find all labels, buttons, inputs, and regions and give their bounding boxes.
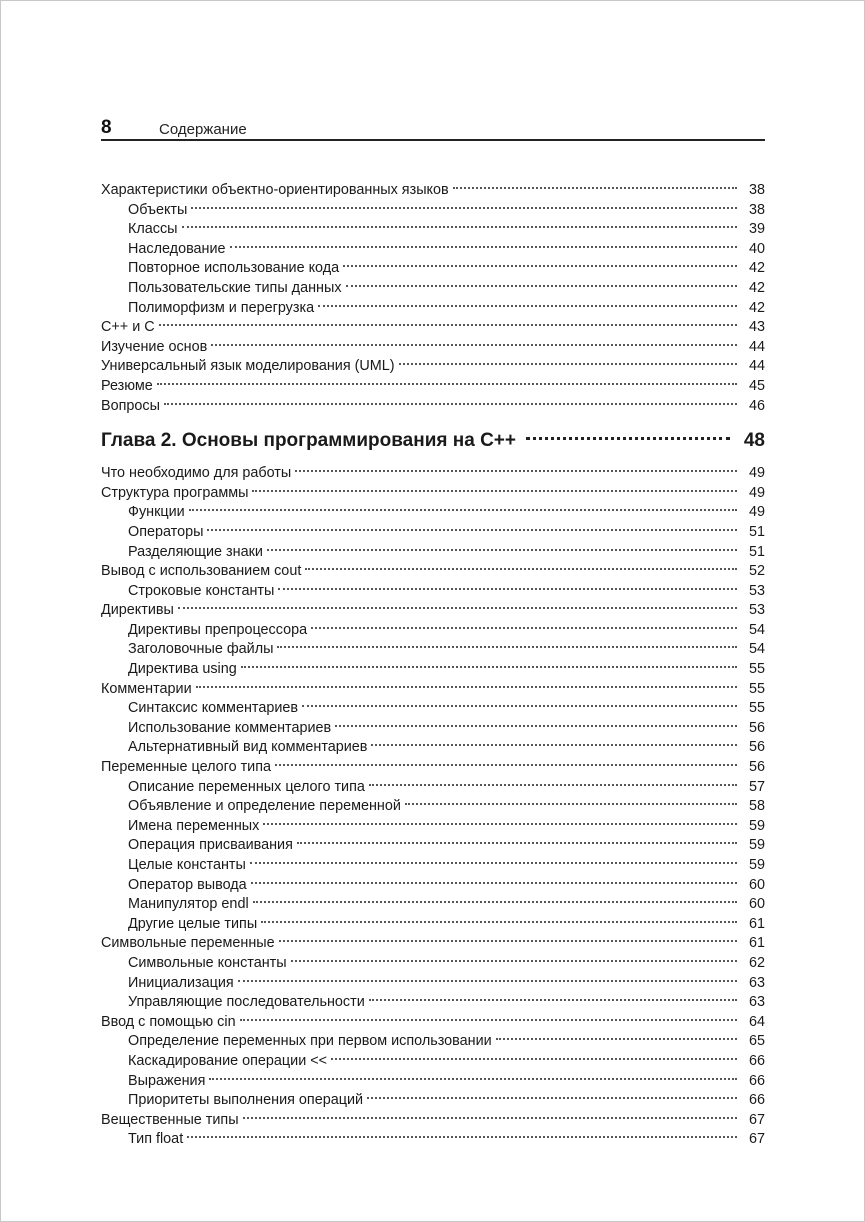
entry-title: Полиморфизм и перегрузка bbox=[128, 299, 315, 316]
dot-leader bbox=[250, 862, 737, 864]
toc-entry bbox=[101, 562, 765, 582]
entry-title: Переменные целого типа bbox=[101, 759, 272, 776]
entry-page: 54 bbox=[748, 621, 765, 638]
dot-leader bbox=[164, 403, 737, 405]
entry-title: Изучение основ bbox=[101, 338, 208, 355]
dot-leader bbox=[369, 999, 737, 1001]
entry-page: 49 bbox=[748, 504, 765, 521]
dot-leader bbox=[291, 960, 737, 962]
running-header bbox=[101, 113, 765, 141]
dot-leader bbox=[253, 901, 737, 903]
dot-leader bbox=[241, 666, 737, 668]
entry-page: 55 bbox=[748, 700, 765, 717]
dot-leader bbox=[157, 383, 737, 385]
entry-page: 65 bbox=[748, 1033, 765, 1050]
toc-entry bbox=[101, 484, 765, 504]
toc-subentry bbox=[101, 699, 765, 719]
toc-subentry bbox=[101, 279, 765, 299]
entry-title: Целые константы bbox=[128, 857, 246, 873]
dot-leader bbox=[238, 980, 737, 982]
entry-page: 42 bbox=[748, 279, 765, 296]
entry-page: 61 bbox=[748, 935, 765, 952]
entry-page: 63 bbox=[748, 994, 765, 1011]
dot-leader bbox=[318, 305, 737, 307]
toc-entry bbox=[101, 1013, 765, 1033]
dot-leader bbox=[209, 1078, 737, 1080]
toc-subentry bbox=[101, 974, 765, 994]
entry-page: 59 bbox=[748, 817, 765, 834]
toc-entry bbox=[101, 758, 765, 778]
dot-leader bbox=[196, 686, 737, 688]
entry-title: Вопросы bbox=[101, 397, 160, 414]
entry-page: 59 bbox=[748, 857, 765, 873]
entry-title: Универсальный язык моделирования (UML) bbox=[101, 358, 395, 375]
entry-page: 63 bbox=[748, 974, 765, 991]
toc-entry bbox=[101, 934, 765, 954]
toc-entry bbox=[101, 357, 765, 377]
entry-title: Директивы bbox=[101, 602, 174, 619]
entry-title: Структура программы bbox=[101, 484, 249, 501]
toc-subentry bbox=[101, 640, 765, 660]
entry-title: Манипулятор endl bbox=[128, 896, 249, 913]
toc-section-after bbox=[101, 464, 765, 1150]
entry-page: 56 bbox=[748, 759, 765, 776]
entry-title: Директивы препроцессора bbox=[128, 621, 308, 638]
entry-page: 66 bbox=[748, 1072, 765, 1089]
toc-subentry bbox=[101, 582, 765, 602]
entry-page: 52 bbox=[748, 563, 765, 580]
entry-page: 67 bbox=[748, 1111, 765, 1128]
entry-page: 49 bbox=[748, 465, 765, 482]
toc-subentry bbox=[101, 797, 765, 817]
entry-page: 60 bbox=[748, 876, 765, 893]
table-of-contents bbox=[101, 181, 765, 1150]
dot-leader bbox=[279, 940, 737, 942]
dot-leader bbox=[189, 509, 737, 511]
entry-title: Что необходимо для работы bbox=[101, 465, 292, 482]
dot-leader bbox=[346, 285, 737, 287]
toc-subentry bbox=[101, 1091, 765, 1111]
entry-title: Инициализация bbox=[128, 974, 234, 991]
entry-title: Наследование bbox=[128, 240, 226, 257]
dot-leader bbox=[275, 764, 737, 766]
dot-leader bbox=[240, 1019, 737, 1021]
dot-leader bbox=[277, 646, 737, 648]
toc-entry bbox=[101, 1111, 765, 1131]
entry-title: Резюме bbox=[101, 377, 153, 394]
entry-page: 60 bbox=[748, 896, 765, 913]
entry-title: Директива using bbox=[128, 661, 237, 678]
entry-title: Символьные переменные bbox=[101, 935, 275, 952]
dot-leader bbox=[187, 1136, 737, 1138]
entry-title: C++ и C bbox=[101, 319, 155, 336]
dot-leader bbox=[369, 784, 737, 786]
toc-subentry bbox=[101, 817, 765, 837]
entry-page: 53 bbox=[748, 602, 765, 619]
entry-page: 42 bbox=[748, 299, 765, 316]
entry-page: 62 bbox=[748, 954, 765, 971]
dot-leader bbox=[331, 1058, 737, 1060]
entry-title: Другие целые типы bbox=[128, 915, 258, 932]
dot-leader bbox=[207, 529, 737, 531]
toc-entry bbox=[101, 318, 765, 338]
dot-leader bbox=[343, 265, 737, 267]
toc-subentry bbox=[101, 738, 765, 758]
entry-title: Ввод с помощью cin bbox=[101, 1013, 236, 1030]
dot-leader bbox=[251, 882, 737, 884]
entry-page: 57 bbox=[748, 778, 765, 795]
entry-title: Заголовочные файлы bbox=[128, 641, 274, 658]
entry-title: Выражения bbox=[128, 1072, 206, 1089]
toc-entry bbox=[101, 680, 765, 700]
toc-entry bbox=[101, 601, 765, 621]
entry-page: 38 bbox=[748, 201, 765, 218]
entry-page: 39 bbox=[748, 221, 765, 238]
entry-page: 51 bbox=[748, 523, 765, 540]
toc-subentry bbox=[101, 523, 765, 543]
entry-page: 66 bbox=[748, 1092, 765, 1109]
entry-title: Характеристики объектно-ориентированных языков bbox=[101, 182, 449, 198]
toc-subentry bbox=[101, 719, 765, 739]
entry-page: 64 bbox=[748, 1013, 765, 1030]
toc-entry bbox=[101, 181, 765, 201]
toc-entry bbox=[101, 397, 765, 417]
entry-page: 56 bbox=[748, 739, 765, 756]
entry-page: 66 bbox=[748, 1052, 765, 1069]
entry-page: 42 bbox=[748, 260, 765, 277]
dot-leader bbox=[278, 588, 737, 590]
dot-leader bbox=[405, 803, 737, 805]
chapter-page: 48 bbox=[743, 430, 765, 452]
toc-subentry bbox=[101, 778, 765, 798]
dot-leader bbox=[191, 207, 737, 209]
dot-leader bbox=[252, 490, 737, 492]
entry-title: Строковые константы bbox=[128, 582, 275, 599]
entry-page: 59 bbox=[748, 837, 765, 854]
entry-title: Управляющие последовательности bbox=[128, 994, 365, 1011]
entry-page: 58 bbox=[748, 798, 765, 815]
entry-title: Тип float bbox=[128, 1131, 184, 1148]
entry-title: Повторное использование кода bbox=[128, 260, 340, 277]
dot-leader bbox=[526, 437, 730, 440]
entry-title: Вещественные типы bbox=[101, 1111, 239, 1128]
entry-title: Комментарии bbox=[101, 680, 192, 697]
entry-page: 49 bbox=[748, 484, 765, 501]
toc-subentry bbox=[101, 915, 765, 935]
entry-title: Синтаксис комментариев bbox=[128, 700, 299, 717]
entry-title: Вывод с использованием cout bbox=[101, 563, 302, 580]
toc-subentry bbox=[101, 220, 765, 240]
entry-page: 38 bbox=[748, 182, 765, 198]
dot-leader bbox=[261, 921, 737, 923]
entry-page: 67 bbox=[748, 1131, 765, 1148]
entry-page: 43 bbox=[748, 319, 765, 336]
dot-leader bbox=[263, 823, 737, 825]
entry-title: Определение переменных при первом использовании bbox=[128, 1033, 492, 1050]
entry-title: Приоритеты выполнения операций bbox=[128, 1092, 364, 1109]
dot-leader bbox=[311, 627, 737, 629]
toc-entry bbox=[101, 377, 765, 397]
toc-subentry bbox=[101, 259, 765, 279]
entry-title: Функции bbox=[128, 504, 185, 521]
entry-page: 53 bbox=[748, 582, 765, 599]
entry-title: Описание переменных целого типа bbox=[128, 778, 365, 795]
dot-leader bbox=[159, 324, 737, 326]
dot-leader bbox=[267, 549, 737, 551]
entry-page: 45 bbox=[748, 377, 765, 394]
dot-leader bbox=[178, 607, 737, 609]
entry-title: Имена переменных bbox=[128, 817, 260, 834]
chapter-heading bbox=[101, 422, 765, 460]
toc-subentry bbox=[101, 621, 765, 641]
toc-subentry bbox=[101, 1032, 765, 1052]
entry-page: 46 bbox=[748, 397, 765, 414]
entry-title: Символьные константы bbox=[128, 954, 287, 971]
entry-page: 51 bbox=[748, 543, 765, 560]
dot-leader bbox=[297, 842, 737, 844]
entry-title: Разделяющие знаки bbox=[128, 543, 263, 560]
page-number: 8 bbox=[101, 117, 112, 138]
dot-leader bbox=[371, 744, 737, 746]
toc-subentry bbox=[101, 543, 765, 563]
toc-section-before bbox=[101, 181, 765, 416]
toc-subentry bbox=[101, 240, 765, 260]
entry-title: Альтернативный вид комментариев bbox=[128, 739, 368, 756]
dot-leader bbox=[305, 568, 737, 570]
entry-title: Каскадирование операции << bbox=[128, 1052, 328, 1069]
dot-leader bbox=[295, 470, 737, 472]
dot-leader bbox=[243, 1117, 737, 1119]
toc-entry bbox=[101, 464, 765, 484]
header-rule bbox=[101, 139, 765, 141]
toc-subentry bbox=[101, 201, 765, 221]
toc-subentry bbox=[101, 993, 765, 1013]
entry-title: Объявление и определение переменной bbox=[128, 798, 401, 815]
entry-title: Оператор вывода bbox=[128, 876, 247, 893]
toc-subentry bbox=[101, 299, 765, 319]
entry-page: 40 bbox=[748, 240, 765, 257]
entry-page: 55 bbox=[748, 661, 765, 678]
toc-subentry bbox=[101, 1130, 765, 1150]
toc-subentry bbox=[101, 503, 765, 523]
toc-subentry bbox=[101, 1052, 765, 1072]
toc-subentry bbox=[101, 895, 765, 915]
running-title: Содержание bbox=[159, 121, 247, 138]
toc-subentry bbox=[101, 660, 765, 680]
entry-page: 55 bbox=[748, 680, 765, 697]
entry-page: 61 bbox=[748, 915, 765, 932]
chapter-title: Глава 2. Основы программирования на C++ bbox=[101, 430, 517, 452]
dot-leader bbox=[302, 705, 737, 707]
entry-page: 44 bbox=[748, 338, 765, 355]
dot-leader bbox=[182, 226, 737, 228]
toc-subentry bbox=[101, 1072, 765, 1092]
entry-page: 44 bbox=[748, 358, 765, 375]
toc-entry bbox=[101, 338, 765, 358]
dot-leader bbox=[367, 1097, 737, 1099]
dot-leader bbox=[230, 246, 737, 248]
entry-page: 54 bbox=[748, 641, 765, 658]
toc-subentry bbox=[101, 836, 765, 856]
dot-leader bbox=[211, 344, 737, 346]
dot-leader bbox=[399, 363, 737, 365]
entry-title: Использование комментариев bbox=[128, 719, 332, 736]
toc-subentry bbox=[101, 954, 765, 974]
entry-title: Операция присваивания bbox=[128, 837, 293, 854]
toc-subentry bbox=[101, 856, 765, 876]
entry-title: Классы bbox=[128, 221, 178, 238]
entry-title: Пользовательские типы данных bbox=[128, 279, 342, 296]
dot-leader bbox=[335, 725, 737, 727]
entry-title: Операторы bbox=[128, 523, 204, 540]
dot-leader bbox=[453, 187, 737, 189]
entry-page: 56 bbox=[748, 719, 765, 736]
toc-subentry bbox=[101, 876, 765, 896]
dot-leader bbox=[496, 1038, 737, 1040]
entry-title: Объекты bbox=[128, 201, 188, 218]
